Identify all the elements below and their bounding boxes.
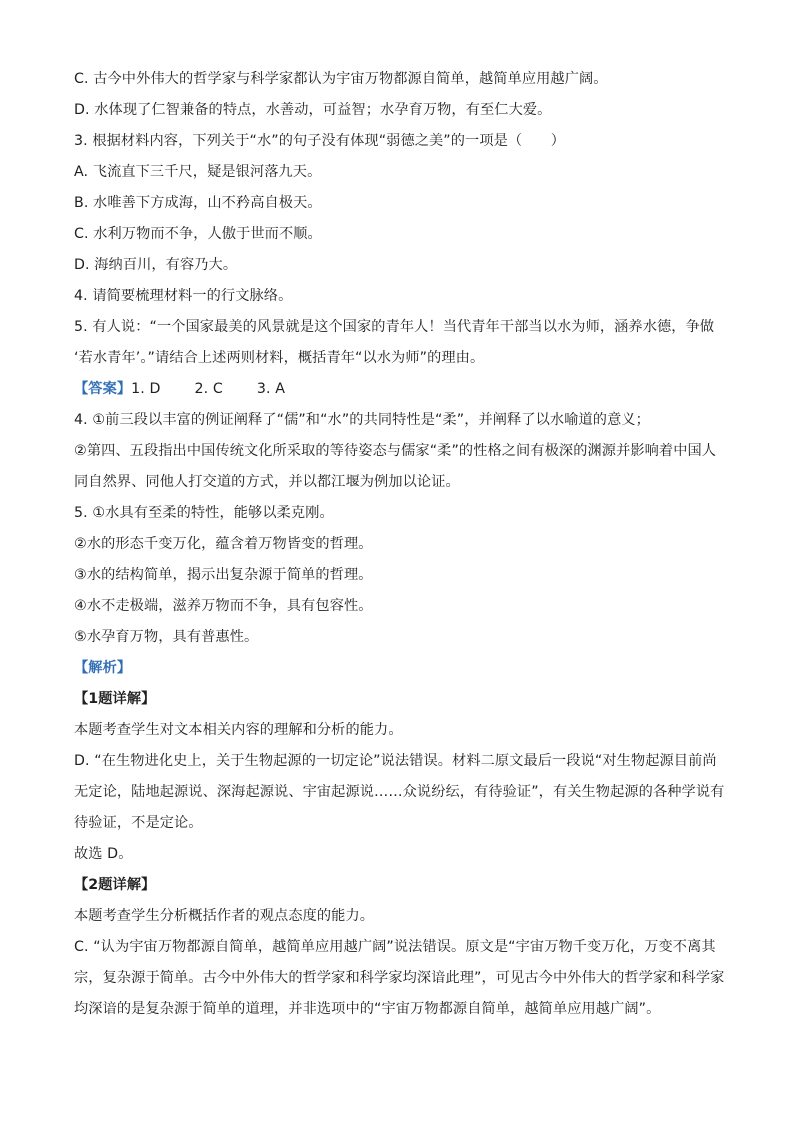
answer-5-line-1: 5. ①水具有至柔的特性，能够以柔克刚。: [74, 505, 334, 521]
detail-2-line-2: C. “认为宇宙万物都源自简单，越简单应用越广阔”说法错误。原文是“宇宙万物千变万化，万变不离其: [74, 939, 716, 955]
analysis-label: 【解析】: [74, 660, 132, 676]
answer-row: [74, 374, 730, 405]
q3-option-a: A. 飞流直下三千尺，疑是银河落九天。: [74, 164, 322, 180]
detail-2-line-3: 宗，复杂源于简单。古今中外伟大的哲学家和科学家均深谙此理”，可见古今中外伟大的哲学家和科学家: [74, 970, 725, 986]
answer-item-3: 3. A: [256, 381, 286, 397]
question-3: 3. 根据材料内容，下列关于“水”的句子没有体现“弱德之美”的一项是（ ）: [74, 133, 566, 149]
detail-2-head: 【2题详解】: [74, 877, 156, 893]
detail-1-head: 【1题详解】: [74, 691, 156, 707]
q3-option-d: D. 海纳百川，有容乃大。: [74, 257, 238, 273]
answer-4-line-1: 4. ①前三段以丰富的例证阐释了“儒”和“水”的共同特性是“柔”，并阐释了以水喻道的意义；: [74, 412, 650, 428]
detail-1-line-3: 无定论，陆地起源说、深海起源说、宇宙起源说……众说纷纭，有待验证”，有关生物起源的各种学说有: [74, 784, 725, 800]
detail-1-line-5: 故选 D。: [74, 846, 133, 862]
detail-1-line-4: 待验证，不是定论。: [74, 815, 203, 831]
answer-item-2: 2. C: [194, 381, 223, 397]
answer-4-line-3: 同自然界、同他人打交道的方式，并以都江堰为例加以论证。: [74, 474, 460, 490]
answer-4-line-2: ②第四、五段指出中国传统文化所采取的等待姿态与儒家“柔”的性格之间有极深的渊源并影响着中国人: [74, 443, 717, 459]
question-4: 4. 请简要梳理材料一的行文脉络。: [74, 288, 293, 304]
answer-5-line-5: ⑤水孕育万物，具有普惠性。: [74, 629, 259, 645]
question-5-line-2: ‘若水青年’。”请结合上述两则材料，概括青年“以水为师”的理由。: [74, 350, 485, 366]
answer-item-1: 1. D: [131, 381, 161, 397]
question-5-line-1: 5. 有人说：“一个国家最美的风景就是这个国家的青年人！当代青年干部当以水为师，涵养水德，争做: [74, 319, 715, 335]
document-page: [74, 64, 730, 1025]
option-d-text: D. 水体现了仁智兼备的特点，水善动，可益智；水孕育万物，有至仁大爱。: [74, 102, 552, 118]
analysis-label-row: [74, 653, 730, 684]
detail-2-line-4: 均深谙的是复杂源于简单的道理，并非选项中的“宇宙万物都源自简单，越简单应用越广阔”。: [74, 1001, 661, 1017]
answer-label: 【答案】: [74, 381, 132, 397]
detail-2-line-1: 本题考查学生分析概括作者的观点态度的能力。: [74, 908, 375, 924]
answer-5-line-3: ③水的结构简单，揭示出复杂源于简单的哲理。: [74, 567, 373, 583]
detail-1-line-2: D. “在生物进化史上，关于生物起源的一切定论”说法错误。材料二原文最后一段说“对生物起源目前尚: [74, 753, 717, 769]
answer-5-line-2: ②水的形态千变万化，蕴含着万物皆变的哲理。: [74, 536, 373, 552]
option-c-text: C. 古今中外伟大的哲学家与科学家都认为宇宙万物都源自简单，越简单应用越广阔。: [74, 71, 608, 87]
detail-1-line-1: 本题考查学生对文本相关内容的理解和分析的能力。: [74, 722, 403, 738]
q3-option-b: B. 水唯善下方成海，山不矜高自极天。: [74, 195, 322, 211]
q3-option-c: C. 水利万物而不争，人傲于世而不顺。: [74, 226, 322, 242]
answer-5-line-4: ④水不走极端，滋养万物而不争，具有包容性。: [74, 598, 373, 614]
